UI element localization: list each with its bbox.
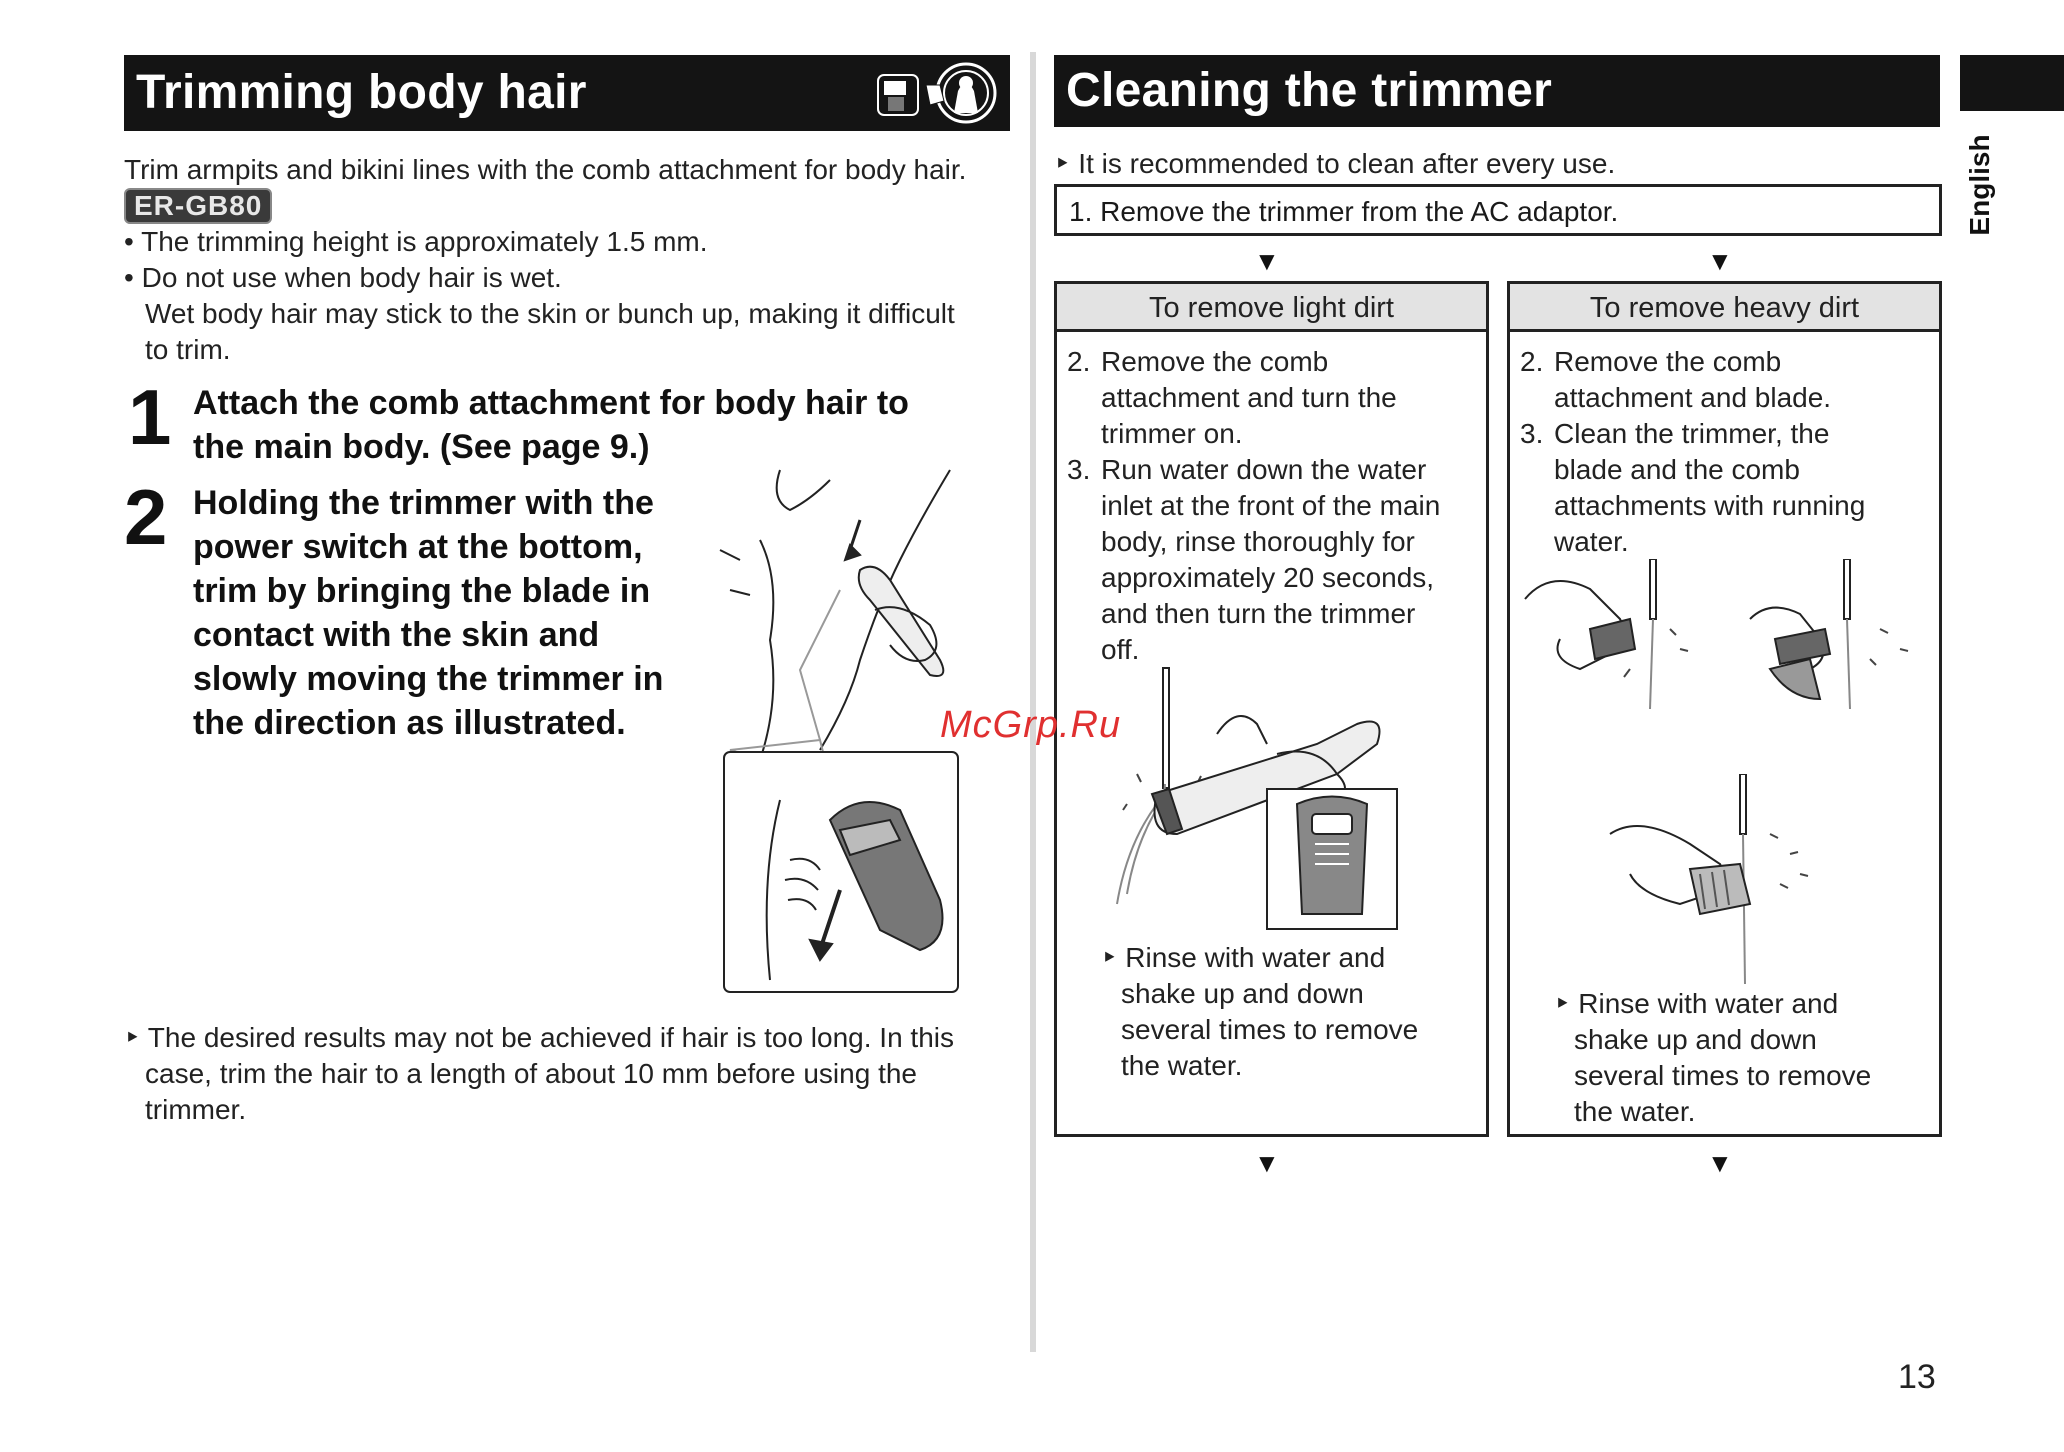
step-1-line1: Attach the comb attachment for body hair to <box>193 384 909 422</box>
light-rinse-line: several times to remove <box>1121 1014 1419 1045</box>
heavy-item-line: water. <box>1554 526 1629 557</box>
language-tab <box>1960 55 2064 111</box>
step-2-line: contact with the skin and <box>193 616 600 654</box>
column-divider <box>1030 52 1036 1352</box>
wet-note-line2: to trim. <box>145 334 231 365</box>
note-long-hair-line3: trimmer. <box>145 1094 247 1125</box>
page-number: 13 <box>1898 1358 1936 1396</box>
step-1-box <box>1054 184 1942 236</box>
wash-blade-illustration <box>1520 559 1940 709</box>
light-item-line: and then turn the trimmer <box>1101 598 1416 629</box>
heavy-item-line: attachment and blade. <box>1554 382 1832 413</box>
light-item-num: 3. <box>1067 454 1091 485</box>
heavy-rinse-line: shake up and down <box>1574 1024 1817 1055</box>
light-item-line: trimmer on. <box>1101 418 1243 449</box>
heavy-item-line: blade and the comb <box>1554 454 1800 485</box>
wet-note-line1: Wet body hair may stick to the skin or bunch up, making it difficult <box>145 298 955 329</box>
intro-text: Trim armpits and bikini lines with the comb attachment for body hair. <box>124 154 967 185</box>
heavy-dirt-box <box>1507 281 1942 1137</box>
step-2-line: Holding the trimmer with the <box>193 484 654 522</box>
rinse-trimmer-illustration <box>1097 664 1427 934</box>
arrow-down-icon: ▼ <box>1707 246 1733 276</box>
section-header-trimming <box>124 55 1010 131</box>
arrow-down-icon: ▼ <box>1707 1148 1733 1178</box>
note-long-hair-line1: ‣ The desired results may not be achieved if hair is too long. In this <box>124 1022 954 1053</box>
light-item-line: Remove the comb <box>1101 346 1329 377</box>
recommend-text: ‣ It is recommended to clean after every use. <box>1054 148 1616 179</box>
heavy-rinse-line1: ‣ Rinse with water and <box>1554 988 1839 1019</box>
bullet-trimming-height: • The trimming height is approximately 1.5 mm. <box>124 226 708 257</box>
light-item-line: Run water down the water <box>1101 454 1427 485</box>
light-item-line: approximately 20 seconds, <box>1101 562 1435 593</box>
light-item-line: inlet at the front of the main <box>1101 490 1441 521</box>
section-header-cleaning <box>1054 55 1940 127</box>
light-item-line: attachment and turn the <box>1101 382 1397 413</box>
bullet-wet-hair: • Do not use when body hair is wet. <box>124 262 562 293</box>
heavy-rinse-line: the water. <box>1574 1096 1696 1127</box>
heavy-dirt-heading: To remove heavy dirt <box>1510 284 1939 332</box>
step-2-line: trim by bringing the blade in <box>193 572 651 610</box>
arrow-down-icon: ▼ <box>1254 246 1280 276</box>
body-hair-icon <box>874 61 1004 125</box>
light-dirt-heading: To remove light dirt <box>1057 284 1486 332</box>
heavy-item-line: Clean the trimmer, the <box>1554 418 1830 449</box>
model-badge: ER-GB80 <box>124 188 272 224</box>
step-1-line2: the main body. (See page 9.) <box>193 428 650 466</box>
light-item-num: 2. <box>1067 346 1091 377</box>
light-rinse-line: the water. <box>1121 1050 1243 1081</box>
section-title: Cleaning the trimmer <box>1066 64 1553 117</box>
light-rinse-line1: ‣ Rinse with water and <box>1101 942 1386 973</box>
wash-comb-illustration <box>1600 774 1900 984</box>
section-title: Trimming body hair <box>136 66 587 119</box>
light-item-line: off. <box>1101 634 1140 665</box>
watermark: McGrp.Ru <box>940 704 1122 746</box>
note-long-hair-line2: case, trim the hair to a length of about 10 mm before using the <box>145 1058 917 1089</box>
arrow-down-icon: ▼ <box>1254 1148 1280 1178</box>
heavy-rinse-line: several times to remove <box>1574 1060 1872 1091</box>
light-item-line: body, rinse thoroughly for <box>1101 526 1415 557</box>
heavy-item-line: attachments with running <box>1554 490 1866 521</box>
step-2-line: power switch at the bottom, <box>193 528 643 566</box>
step-2-line: the direction as illustrated. <box>193 704 626 742</box>
step-2-line: slowly moving the trimmer in <box>193 660 664 698</box>
language-label: English <box>1964 134 1995 236</box>
heavy-item-num: 2. <box>1520 346 1544 377</box>
step-2-number: 2 <box>124 473 168 561</box>
step-1-remove-text: 1. Remove the trimmer from the AC adaptor. <box>1069 196 1619 227</box>
step-1-number: 1 <box>128 373 172 461</box>
heavy-item-num: 3. <box>1520 418 1544 449</box>
light-rinse-line: shake up and down <box>1121 978 1364 1009</box>
heavy-item-line: Remove the comb <box>1554 346 1782 377</box>
